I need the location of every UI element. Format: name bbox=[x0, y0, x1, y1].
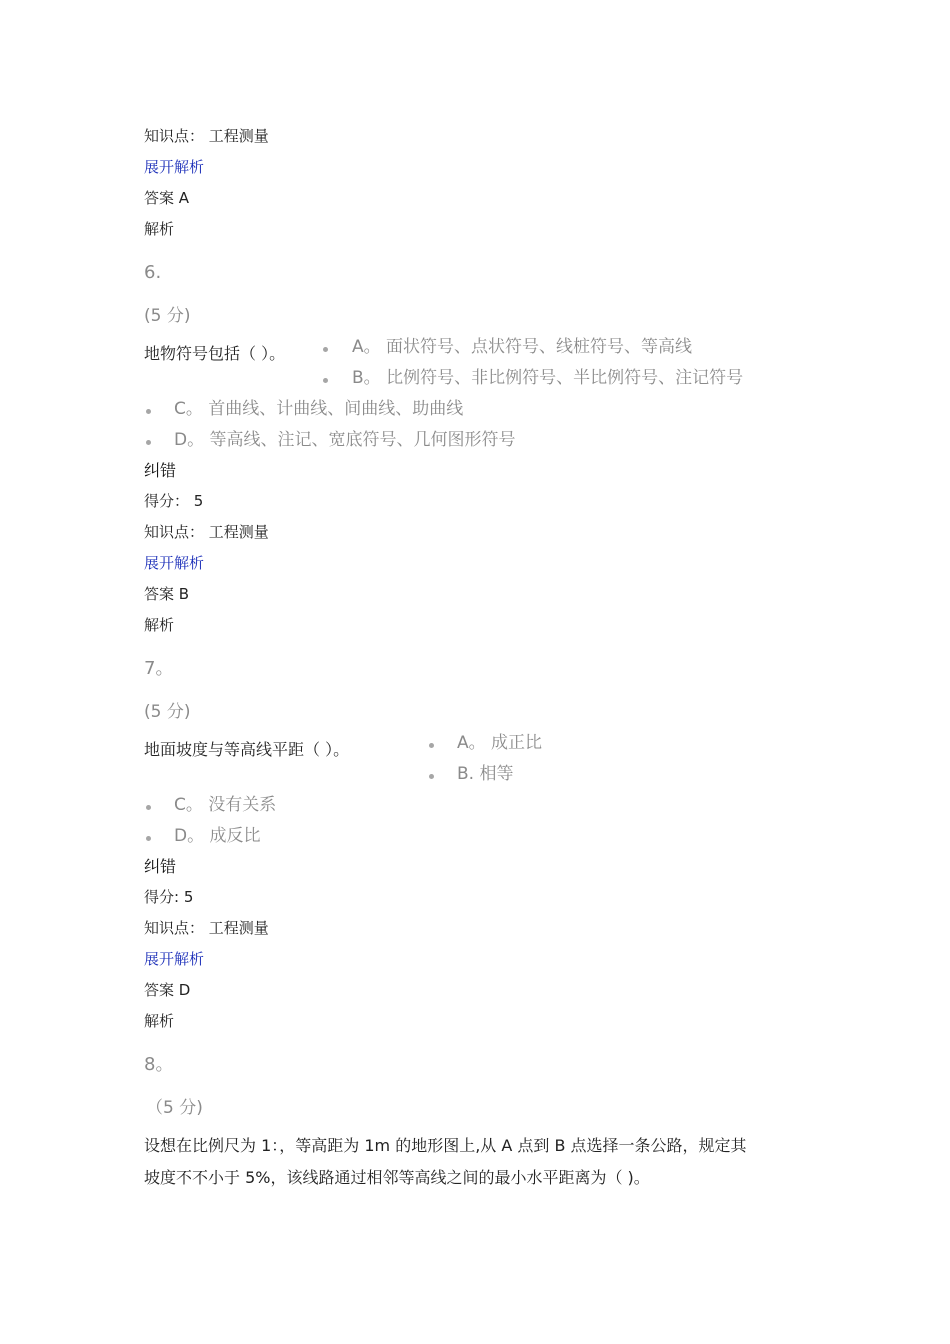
report-error-link[interactable]: 纠错 bbox=[144, 857, 177, 876]
score-text: 得分： 5 bbox=[144, 492, 204, 510]
question-score: (5 分) bbox=[144, 702, 191, 722]
option-c[interactable]: C。 没有关系 bbox=[174, 795, 277, 815]
question-stem: 地物符号包括（ ）。 bbox=[144, 344, 286, 363]
question-stem-line-2: 坡度不不小于 5%，该线路通过相邻等高线之间的最小水平距离为（ )。 bbox=[144, 1168, 650, 1187]
bullet-icon bbox=[429, 774, 434, 779]
analysis-label: 解析 bbox=[144, 1012, 175, 1030]
analysis-label: 解析 bbox=[144, 616, 175, 634]
bullet-icon bbox=[146, 440, 151, 445]
option-a[interactable]: A。 成正比 bbox=[457, 733, 543, 753]
question-score: (5 分) bbox=[144, 306, 191, 326]
question-number: 7。 bbox=[144, 658, 174, 679]
bullet-icon bbox=[429, 743, 434, 748]
knowledge-point: 知识点： 工程测量 bbox=[144, 523, 269, 541]
option-d[interactable]: D。 成反比 bbox=[174, 826, 261, 846]
expand-analysis-link[interactable]: 展开解析 bbox=[144, 554, 205, 572]
knowledge-point: 知识点： 工程测量 bbox=[144, 127, 269, 145]
expand-analysis-link[interactable]: 展开解析 bbox=[144, 950, 205, 968]
question-number: 8。 bbox=[144, 1054, 174, 1075]
bullet-icon bbox=[146, 805, 151, 810]
bullet-icon bbox=[323, 378, 328, 383]
knowledge-point: 知识点： 工程测量 bbox=[144, 919, 269, 937]
answer-text: 答案 B bbox=[144, 585, 190, 603]
question-score: （5 分) bbox=[146, 1098, 203, 1118]
expand-analysis-link[interactable]: 展开解析 bbox=[144, 158, 205, 176]
report-error-link[interactable]: 纠错 bbox=[144, 461, 177, 480]
option-c[interactable]: C。 首曲线、计曲线、间曲线、助曲线 bbox=[174, 399, 464, 419]
answer-text: 答案 A bbox=[144, 189, 190, 207]
analysis-label: 解析 bbox=[144, 220, 175, 238]
question-stem: 地面坡度与等高线平距（ ）。 bbox=[144, 740, 350, 759]
answer-text: 答案 D bbox=[144, 981, 191, 999]
question-stem-line-1: 设想在比例尺为 1：，等高距为 1m 的地形图上,从 A 点到 B 点选择一条公路，规定其 bbox=[144, 1136, 747, 1155]
option-d[interactable]: D。 等高线、注记、宽底符号、几何图形符号 bbox=[174, 430, 516, 450]
question-number: 6. bbox=[144, 262, 162, 283]
bullet-icon bbox=[146, 836, 151, 841]
option-a[interactable]: A。 面状符号、点状符号、线桩符号、等高线 bbox=[352, 337, 693, 357]
bullet-icon bbox=[146, 409, 151, 414]
option-b[interactable]: B。 比例符号、非比例符号、半比例符号、注记符号 bbox=[352, 368, 744, 388]
option-b[interactable]: B. 相等 bbox=[457, 764, 514, 784]
score-text: 得分: 5 bbox=[144, 888, 194, 906]
bullet-icon bbox=[323, 347, 328, 352]
